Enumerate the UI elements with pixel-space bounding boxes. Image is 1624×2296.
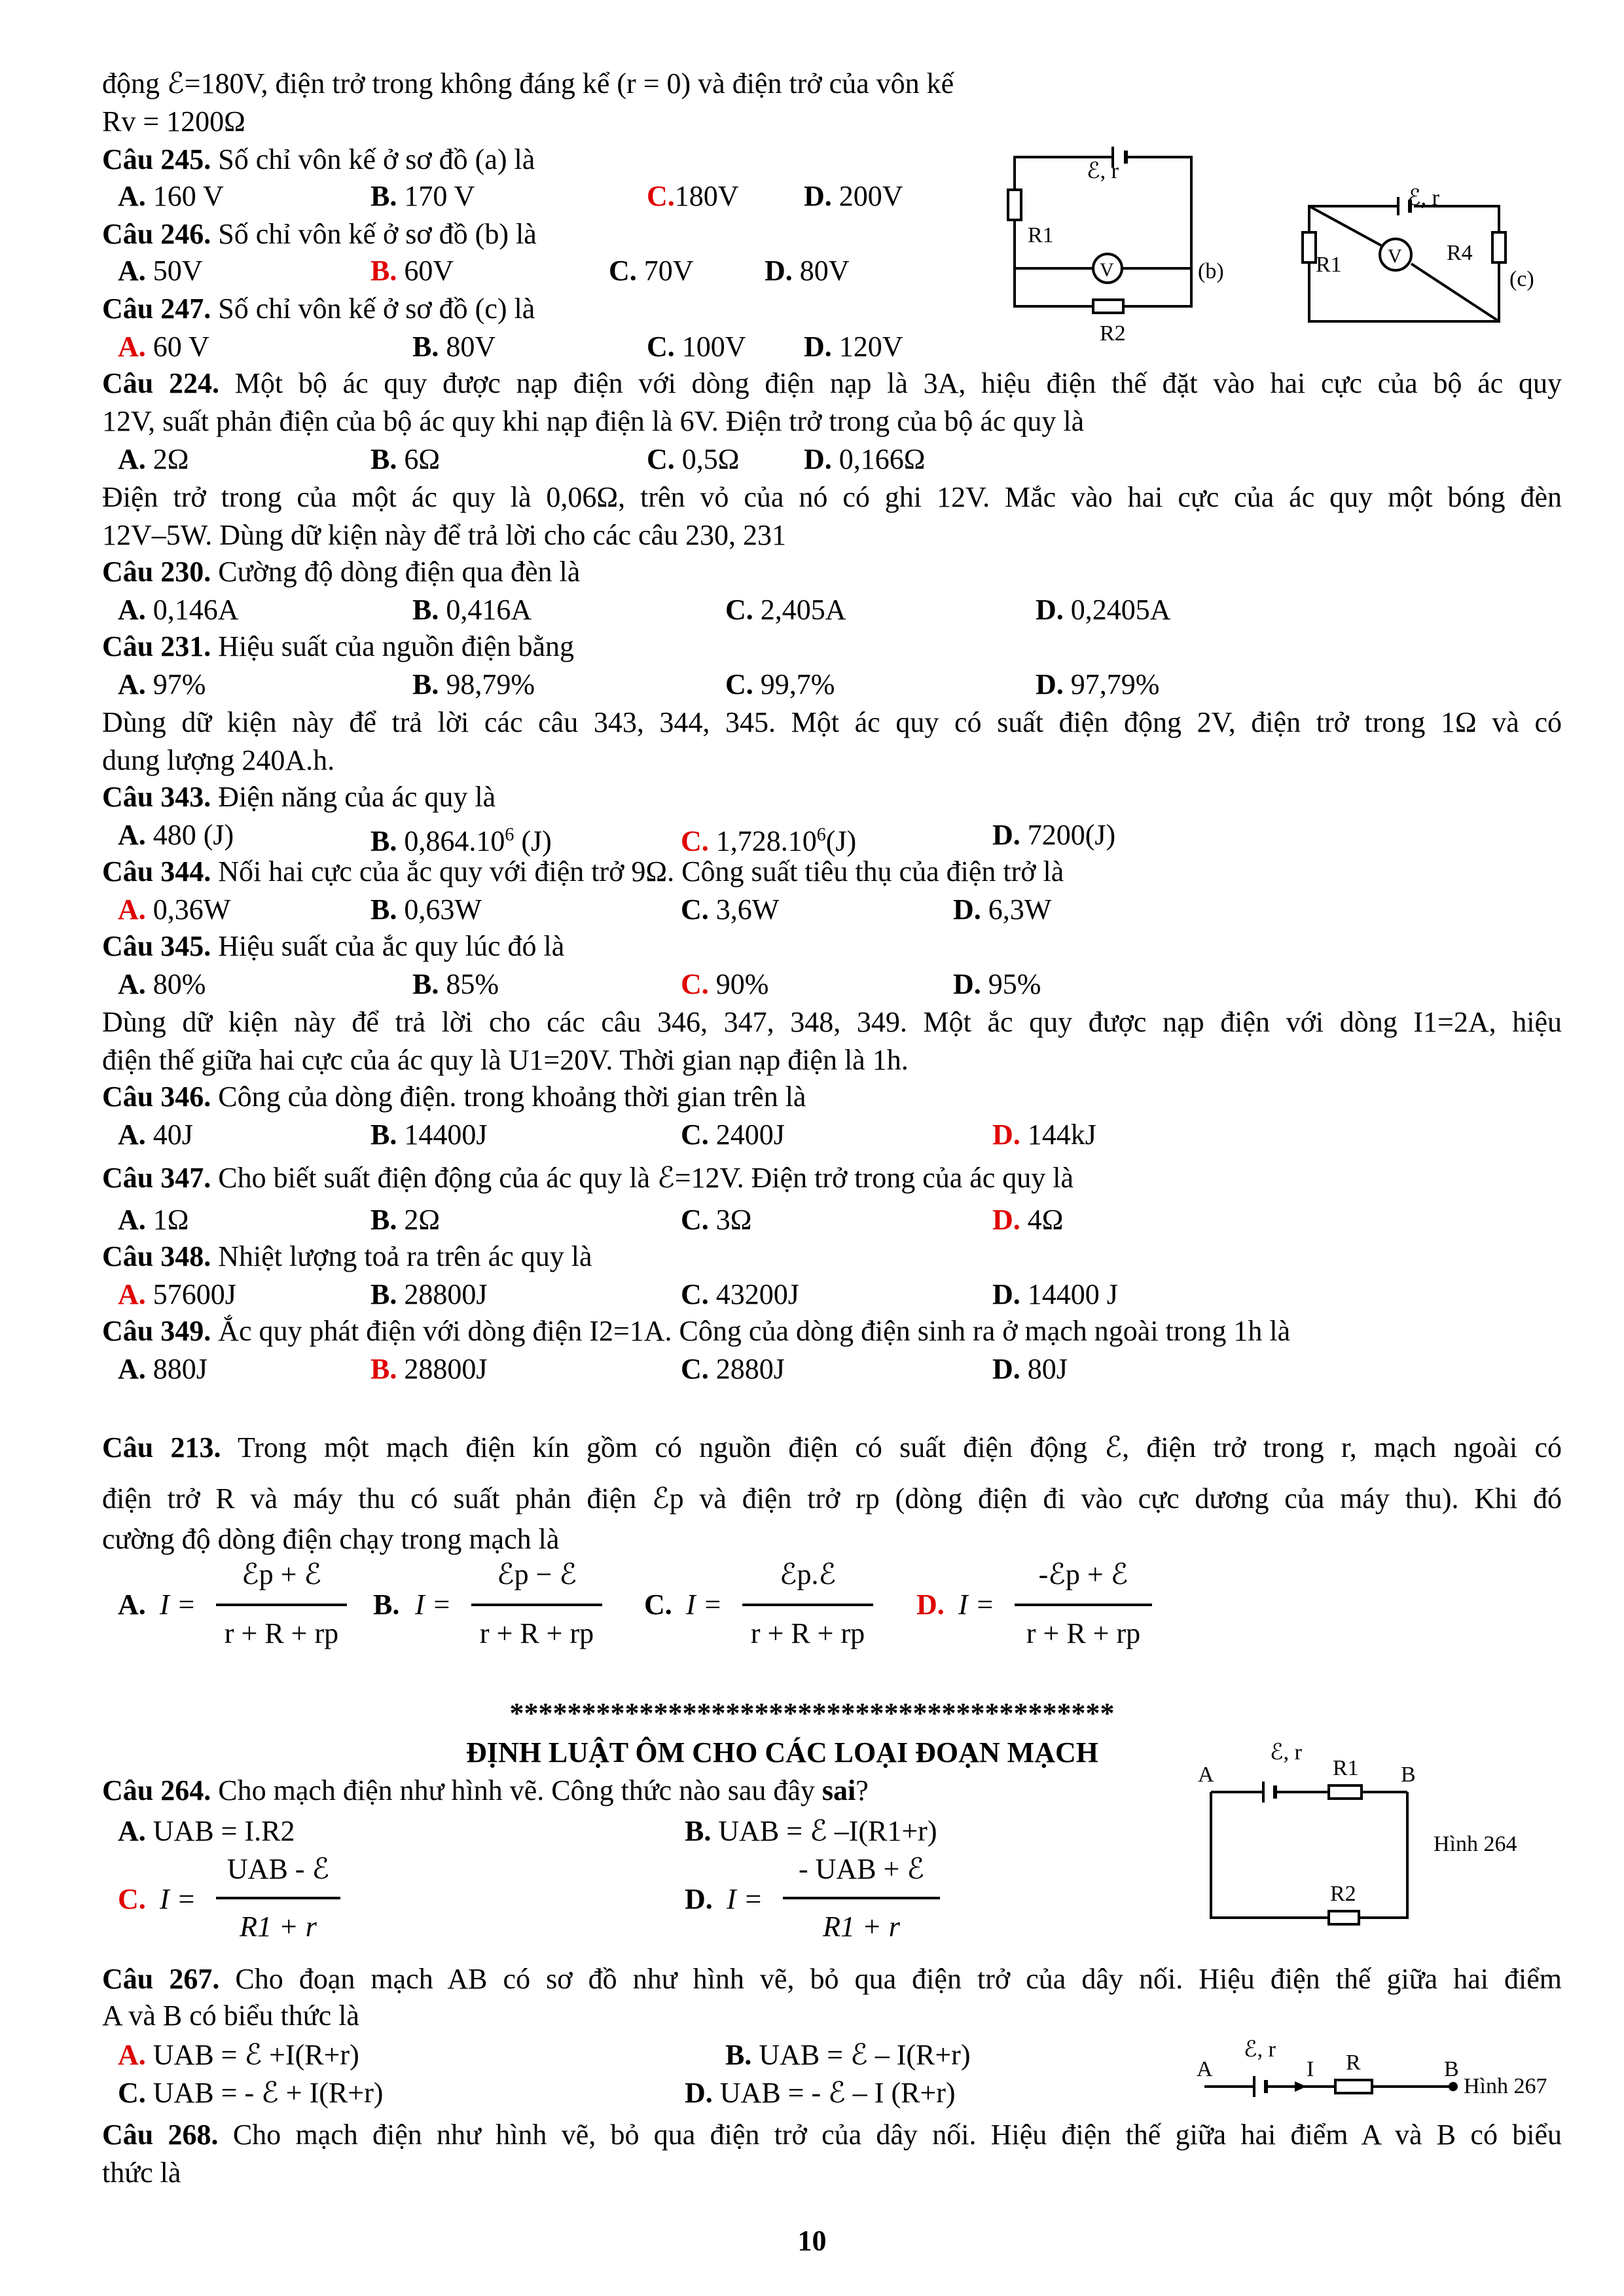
q267-stem-2: A và B có biểu thức là xyxy=(102,2000,359,2032)
q346-stem: Câu 346. Công của dòng điện. trong khoảng thời gian trên là xyxy=(102,1081,806,1113)
q345-opt-a: A. 80% xyxy=(118,968,206,1000)
q230-opt-b: B. 0,416A xyxy=(412,594,532,626)
ctx230-line-2: 12V–5W. Dùng dữ kiện này để trả lời cho các câu 230, 231 xyxy=(102,519,786,551)
q224-opt-a: A. 2Ω xyxy=(118,443,189,475)
q245-stem: Câu 245. Số chỉ vôn kế ở sơ đồ (a) là xyxy=(102,143,535,175)
q231-opt-b: B. 98,79% xyxy=(412,668,535,700)
figure-264-point-b: B xyxy=(1401,1763,1416,1787)
intro-line-1: động ℰ=180V, điện trở trong không đáng kể (r = 0) và điện trở của vôn kế xyxy=(102,67,954,99)
q343-stem: Câu 343. Điện năng của ác quy là xyxy=(102,781,496,813)
q245-opt-a: A. 160 V xyxy=(118,180,224,212)
figure-267-point-a: A xyxy=(1197,2057,1213,2081)
q345-stem: Câu 345. Hiệu suất của ắc quy lúc đó là xyxy=(102,930,565,962)
ctx343-line-1: Dùng dữ kiện này để trả lời các câu 343, 344, 345. Một ác quy có suất điện động 2V, điện trở trong 1Ω và có xyxy=(102,706,1562,738)
page-number: 10 xyxy=(797,2225,827,2257)
q264-opt-c: C. I = UAB - ℰ R1 + r xyxy=(118,1852,353,1950)
q224-stem-2: 12V, suất phản điện của bộ ác quy khi nạp điện là 6V. Điện trở trong của bộ ác quy là xyxy=(102,405,1085,437)
q213-opt-d: D. I = -ℰp + ℰ r + R + rp xyxy=(916,1558,1165,1656)
q247-opt-d: D. 120V xyxy=(804,331,903,363)
circuit-c-r4-label: R4 xyxy=(1447,241,1473,265)
figure-267-diagram xyxy=(1191,2022,1597,2108)
figure-267-caption: Hình 267 xyxy=(1464,2074,1547,2098)
q348-opt-b: B. 28800J xyxy=(370,1278,488,1310)
q344-stem: Câu 344. Nối hai cực của ắc quy với điện trở 9Ω. Công suất tiêu thụ của điện trở là xyxy=(102,855,1064,888)
q268-stem-1: Câu 268. Cho mạch điện như hình vẽ, bỏ qua điện trở của dây nối. Hiệu điện thế giữa hai điểm A và B có biểu xyxy=(102,2119,1562,2151)
q213-stem-1: Câu 213. Trong một mạch điện kín gồm có nguồn điện có suất điện động ℰ, điện trở trong r, mạch ngoài có xyxy=(102,1431,1562,1463)
q267-opt-d: D. UAB = - ℰ – I (R+r) xyxy=(685,2077,956,2109)
q345-opt-d: D. 95% xyxy=(953,968,1041,1000)
q246-opt-c: C. 70V xyxy=(609,255,694,287)
q343-opt-b: B. 0,864.10$^6$ (J) xyxy=(370,825,552,857)
q230-opt-d: D. 0,2405A xyxy=(1036,594,1171,626)
q347-opt-a: A. 1Ω xyxy=(118,1204,189,1236)
q267-opt-b: B. UAB = ℰ – I(R+r) xyxy=(725,2039,971,2071)
q345-opt-b: B. 85% xyxy=(412,968,499,1000)
q230-stem: Câu 230. Cường độ dòng điện qua đèn là xyxy=(102,556,581,588)
q247-opt-b: B. 80V xyxy=(412,331,496,363)
q348-opt-a: A. 57600J xyxy=(118,1278,236,1310)
q224-opt-c: C. 0,5Ω xyxy=(647,443,740,475)
q343-opt-c: C. 1,728.10$^6$(J) xyxy=(681,825,857,857)
figure-264-r2-label: R2 xyxy=(1330,1882,1356,1906)
circuit-c-tag: (c) xyxy=(1509,267,1534,291)
q346-opt-b: B. 14400J xyxy=(370,1119,488,1151)
circuit-c-r1-label: R1 xyxy=(1316,253,1342,277)
q349-stem: Câu 349. Ắc quy phát điện với dòng điện I2=1A. Công của dòng điện sinh ra ở mạch ngoài trong 1h là xyxy=(102,1315,1291,1347)
q231-opt-c: C. 99,7% xyxy=(725,668,835,700)
figure-264-point-a: A xyxy=(1198,1763,1214,1787)
ctx346-line-1: Dùng dữ kiện này để trả lời cho các câu 346, 347, 348, 349. Một ắc quy được nạp điện với dòng I1=2A, hiệu xyxy=(102,1006,1562,1038)
q349-opt-d: D. 80J xyxy=(992,1353,1068,1385)
ctx230-line-1: Điện trở trong của một ác quy là 0,06Ω, trên vỏ của nó có ghi 12V. Mắc vào hai cực của ác quy một bóng đèn xyxy=(102,481,1562,513)
separator-stars: ****************************************** xyxy=(509,1697,1115,1729)
q231-opt-d: D. 97,79% xyxy=(1036,668,1160,700)
q267-stem-1: Câu 267. Cho đoạn mạch AB có sơ đồ như hình vẽ, bỏ qua điện trở của dây nối. Hiệu điện thế giữa hai điểm xyxy=(102,1963,1562,1995)
circuit-c-diagram xyxy=(1283,173,1558,344)
q347-stem: Câu 347. Cho biết suất điện động của ác quy là ℰ=12V. Điện trở trong của ác quy là xyxy=(102,1162,1074,1194)
q348-stem: Câu 348. Nhiệt lượng toả ra trên ác quy là xyxy=(102,1240,592,1272)
circuit-b-r2-label: R2 xyxy=(1100,321,1126,346)
q213-opt-a: A. I = ℰp + ℰ r + R + rp xyxy=(118,1558,353,1656)
q348-opt-d: D. 14400 J xyxy=(992,1278,1118,1310)
q213-opt-c: C. I = ℰp.ℰ r + R + rp xyxy=(644,1558,880,1656)
q264-stem: Câu 264. Cho mạch điện như hình vẽ. Công thức nào sau đây sai? xyxy=(102,1774,869,1806)
circuit-b-voltmeter-label: V xyxy=(1100,259,1114,281)
q347-opt-d: D. 4Ω xyxy=(992,1204,1064,1236)
q344-opt-b: B. 0,63W xyxy=(370,893,482,925)
circuit-c-source-label: ℰ, r xyxy=(1407,186,1439,210)
circuit-c-voltmeter-label: V xyxy=(1388,245,1402,267)
q347-opt-b: B. 2Ω xyxy=(370,1204,441,1236)
q268-stem-2: thức là xyxy=(102,2157,181,2189)
q246-opt-a: A. 50V xyxy=(118,255,203,287)
q213-stem-2: điện trở R và máy thu có suất phản điện ℰp và điện trở rp (dòng điện đi vào cực dương của máy thu). Khi đó xyxy=(102,1482,1562,1515)
intro-line-2: Rv = 1200Ω xyxy=(102,105,245,137)
q264-opt-b: B. UAB = ℰ –I(R1+r) xyxy=(685,1815,937,1847)
q344-opt-a: A. 0,36W xyxy=(118,893,231,925)
figure-267-point-b: B xyxy=(1444,2057,1459,2081)
circuit-b-tag: (b) xyxy=(1198,259,1224,283)
q247-stem: Câu 247. Số chỉ vôn kế ở sơ đồ (c) là xyxy=(102,293,535,325)
q346-opt-c: C. 2400J xyxy=(681,1119,785,1151)
q231-opt-a: A. 97% xyxy=(118,668,206,700)
q231-stem: Câu 231. Hiệu suất của nguồn điện bằng xyxy=(102,630,574,662)
q247-opt-c: C. 100V xyxy=(647,331,746,363)
q343-opt-a: A. 480 (J) xyxy=(118,819,234,851)
q246-opt-b: B. 60V xyxy=(370,255,454,287)
q230-opt-c: C. 2,405A xyxy=(725,594,846,626)
q346-opt-a: A. 40J xyxy=(118,1119,193,1151)
q246-opt-d: D. 80V xyxy=(765,255,850,287)
q245-opt-b: B. 170 V xyxy=(370,180,475,212)
figure-267-source-label: ℰ, r xyxy=(1244,2037,1276,2062)
q348-opt-c: C. 43200J xyxy=(681,1278,799,1310)
q267-opt-c: C. UAB = - ℰ + I(R+r) xyxy=(118,2077,384,2109)
q224-opt-b: B. 6Ω xyxy=(370,443,441,475)
figure-267-r-label: R xyxy=(1346,2051,1361,2075)
q349-opt-b: B. 28800J xyxy=(370,1353,488,1385)
figure-264-source-label: ℰ, r xyxy=(1270,1740,1302,1765)
q344-opt-c: C. 3,6W xyxy=(681,893,780,925)
section-heading: ĐỊNH LUẬT ÔM CHO CÁC LOẠI ĐOẠN MẠCH xyxy=(466,1736,1098,1768)
q347-opt-c: C. 3Ω xyxy=(681,1204,752,1236)
circuit-b-r1-label: R1 xyxy=(1028,223,1054,247)
q245-opt-c: C.180V xyxy=(647,180,739,212)
q213-stem-3: cường độ dòng điện chạy trong mạch là xyxy=(102,1523,560,1555)
q345-opt-c: C. 90% xyxy=(681,968,769,1000)
q343-opt-d: D. 7200(J) xyxy=(992,819,1116,851)
circuit-b-source-label: ℰ, r xyxy=(1087,159,1119,183)
q224-opt-d: D. 0,166Ω xyxy=(804,443,926,475)
figure-264-caption: Hình 264 xyxy=(1434,1832,1517,1856)
circuit-b-diagram xyxy=(995,144,1296,353)
ctx346-line-2: điện thế giữa hai cực của ác quy là U1=20V. Thời gian nạp điện là 1h. xyxy=(102,1044,909,1076)
q344-opt-d: D. 6,3W xyxy=(953,893,1052,925)
q246-stem: Câu 246. Số chỉ vôn kế ở sơ đồ (b) là xyxy=(102,218,537,250)
figure-267-current-label: I xyxy=(1307,2057,1314,2081)
q230-opt-a: A. 0,146A xyxy=(118,594,239,626)
q264-opt-a: A. UAB = I.R2 xyxy=(118,1815,295,1847)
q224-stem-1: Câu 224. Một bộ ác quy được nạp điện với dòng điện nạp là 3A, hiệu điện thế đặt vào hai cực của bộ ác quy xyxy=(102,367,1562,399)
q245-opt-d: D. 200V xyxy=(804,180,903,212)
q247-opt-a: A. 60 V xyxy=(118,331,209,363)
q267-opt-a: A. UAB = ℰ +I(R+r) xyxy=(118,2039,359,2071)
figure-264-diagram xyxy=(1191,1734,1597,1931)
q349-opt-c: C. 2880J xyxy=(681,1353,785,1385)
q346-opt-d: D. 144kJ xyxy=(992,1119,1096,1151)
q213-opt-b: B. I = ℰp − ℰ r + R + rp xyxy=(373,1558,609,1656)
ctx343-line-2: dung lượng 240A.h. xyxy=(102,744,335,776)
q349-opt-a: A. 880J xyxy=(118,1353,208,1385)
q264-opt-d: D. I = - UAB + ℰ R1 + r xyxy=(685,1852,960,1950)
figure-264-r1-label: R1 xyxy=(1333,1756,1359,1780)
